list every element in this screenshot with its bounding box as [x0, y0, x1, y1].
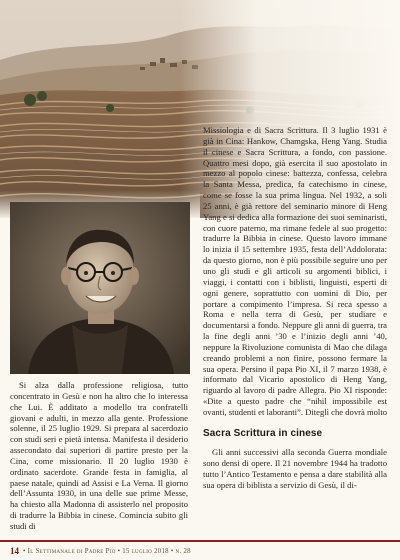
section-heading: Sacra Scrittura in cinese: [203, 428, 323, 439]
running-title: • Il Settimanale di Padre Pio • 15 luglio 2018 • n. 28: [23, 547, 191, 555]
page-number: 14: [10, 546, 19, 556]
friar-portrait-photo: [10, 202, 190, 374]
paragraph: Missiologia e di Sacra Scrittura. Il 3 luglio 1931 è già in Cina: Hankow, Chamgska, Heng Yang. Studia il cinese e Sacra Scrittura, a fondo, con passione. Quattro mesi dopo, già esercita il suo apostolato in mezzo al popolo cinese: battezza, confessa, celebra la Santa Messa, predica, fa catechismo in cinese, come se fosse la sua prima lingua. Nel 1932, a soli 25 anni, è già rettore del seminario minore di Heng Yang e si dedica alla formazione dei suoi seminaristi, con cuore paterno, ma rimane fedele al suo progetto: tradurre la Bibbia in cinese. Questo lavoro immane lo inizia il 15 settembre 1935, festa dell’Addolorata: da questo giorno, non è più possibile seguire uno per uno gli studi e gli articoli su argomenti biblici, i viaggi, i contatti con i biblisti, linguisti, esperti di ogni genere, soprattutto con uomini di Dio, per portare a compimento l’impresa. Si reca spesso a Roma e nella terra di Gesù, per studiare e documentarsi a fondo. Neppure gli anni di guerra, tra la fine degli anni ’30 e l’inizio degli anni ’40, neppure la Rivoluzione comunista di Mao che dilaga creando problemi a non finire, possono fermare la sua opera. Persino il papa Pio XI, il 7 marzo 1938, è informato dal Vicario apostolico di Heng Yang, riguardo al lavoro di padre Allegra. Pio XI risponde: «Dite a questo padre che “nihil impossibile est ovanti, studenti et laboranti”. Diteglì che dovrà molto: [203, 125, 387, 417]
paragraph: Gli anni successivi alla seconda Guerra mondiale sono densi di opere. Il 21 novembre 1944 ha tradotto tutto l’Antico Testamento e pensa a dare stabilità alla sua opera di biblista a servizio di Gesù, il di-: [203, 447, 387, 490]
right-column-top-text: [203, 125, 387, 417]
left-column-text: [10, 380, 188, 542]
page-footer: [0, 540, 400, 560]
paragraph: Si alza dalla professione religiosa, tutto concentrato in Gesù e non ha altro che lo interessa che Lui. È additato a modello tra confratelli giovani e adulti, in mezzo alla gente. Professione solenne, il 25 luglio 1929. Si prepara al sacerdozio con studi seri e pietà intensa. Manifesta il desiderio assecondato dai superiori di partire presto per la Cina, come missionario. Il 20 luglio 1930 è ordinato sacerdote. Grande festa in famiglia, al paese natale, quindi ad Assisi e La Verna. Il giorno dell’Assunta 1930, in una delle sue prime Messe, ha chiesto alla Madonna di assisterlo nel proposito di tradurre la Bibbia in cinese. Comincia subito gli studi di: [10, 380, 188, 531]
right-column-bottom-text: [203, 447, 387, 543]
